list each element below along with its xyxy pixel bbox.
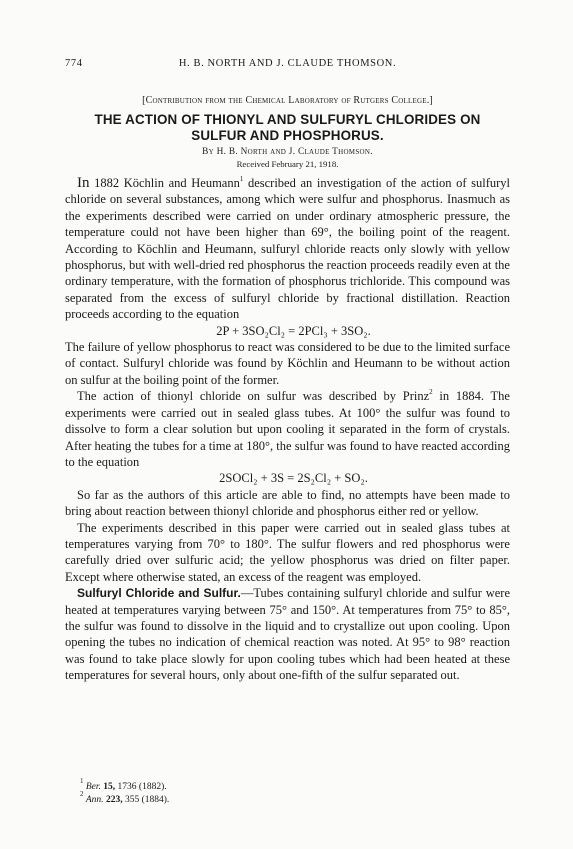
paragraph-3: So far as the authors of this article are able to find, no attempts have been made to bring about reaction between thionyl chloride and phosphorus either red or yellow.	[65, 487, 510, 519]
title-line-1: THE ACTION OF THIONYL AND SULFURYL CHLORIDES ON	[94, 112, 481, 127]
byline: By H. B. North and J. Claude Thomson.	[202, 147, 373, 157]
article-title	[65, 112, 510, 144]
title-line-2: SULFUR AND PHOSPHORUS.	[191, 128, 384, 143]
equation-2: 2SOCl₂ + 3S = 2S₂Cl₂ + SO₂.	[219, 471, 368, 486]
article-body	[65, 175, 510, 684]
equation-1: 2P + 3SO₂Cl₂ = 2PCl₃ + 3SO₂.	[216, 323, 371, 338]
footnote-1-mark: 1	[80, 777, 84, 785]
footnote-1-journal: Ber.	[85, 782, 101, 792]
footnote-1-pages: 1736 (1882).	[115, 782, 167, 792]
received-date: Received February 21, 1918.	[236, 159, 339, 169]
paragraph-5-text: —Tubes containing sulfuryl chloride and sulfur were heated at temperatures varying between 75° and 150°. At temperatures from 75° to 85°, the sulfur was found to dissolve in the liquid and to crystallize out upon cooling. Upon opening the tubes no indication of chemical reaction was noted. At 95° to 98° reaction was found to take place slowly for upon cooling tubes which had been heated at these temperatures for several hours, only about one-fifth of the sulfur separated out.	[65, 586, 510, 683]
running-title: H. B. NORTH AND J. CLAUDE THOMSON.	[178, 58, 397, 69]
footnote-2-mark: 2	[80, 789, 84, 798]
paragraph-2-text-b: in 1884. The experiments were carried out in sealed glass tubes. At 100° the sulfur was found to dissolve to form a clear solution but upon cooling it separated in the form of crystals. After heating the tubes for a time at 180°, the sulfur was found to have reacted according to the equation	[65, 389, 510, 469]
footnote-1	[80, 777, 510, 794]
paragraph-4: The experiments described in this paper were carried out in sealed glass tubes at temperatures varying from 70° to 180°. The sulfur flowers and red phosphorus were carefully dried over sulfuric acid; the yellow phosphorus was dried on filter paper. Except where otherwise stated, an excess of the reagent was employed.	[65, 520, 510, 584]
footnote-2-volume: 223,	[105, 794, 123, 805]
contribution-line: [Contribution from the Chemical Laboratory of Rutgers College.]	[142, 95, 433, 106]
lead-in-word: In	[77, 175, 90, 191]
footnote-1-volume: 15,	[103, 782, 116, 792]
paragraph-2-text-a: The action of thionyl chloride on sulfur was described by Prinz	[77, 389, 430, 404]
footnote-2-journal: Ann.	[85, 794, 104, 805]
paragraph-1	[65, 175, 510, 323]
section-run-in-heading: Sulfuryl Chloride and Sulfur.	[77, 586, 241, 601]
footnotes	[80, 777, 510, 806]
running-head	[65, 58, 510, 72]
paragraph-5	[65, 585, 510, 683]
paragraph-1-text-b: described an investigation of the action of sulfuryl chloride on several substances, among which were sulfur and phosphorus. Inasmuch as the experiments described were carried on under ordinary atmospheric pressure, the temperature could not have been higher than 69°, the boiling point of the reagent. According to Köchlin and Heumann, sulfuryl chloride reacts only slowly with yellow phosphorus, but with well-dried red phosphorus the reaction proceeds readily even at the ordinary temperature, with the formation of phosphorus trichloride. This compound was separated from the excess of sulfuryl chloride by fractional distillation. Reaction proceeds according to the equation	[65, 176, 510, 322]
footnote-2-pages: 355 (1884).	[122, 794, 170, 805]
footnote-ref-2: 2	[429, 388, 433, 397]
page-number: 774	[65, 58, 83, 69]
footnote-ref-1: 1	[239, 175, 244, 183]
footnote-2	[80, 789, 510, 807]
paragraph-1-text-a: 1882 Köchlin and Heumann	[89, 176, 240, 190]
paragraph-1-continued: The failure of yellow phosphorus to react was considered to be due to the limited surface of contact. Sulfuryl chloride was found by Köchlin and Heumann to be without action on sulfur at the boiling point of the former.	[65, 340, 510, 387]
paragraph-2	[65, 388, 510, 470]
